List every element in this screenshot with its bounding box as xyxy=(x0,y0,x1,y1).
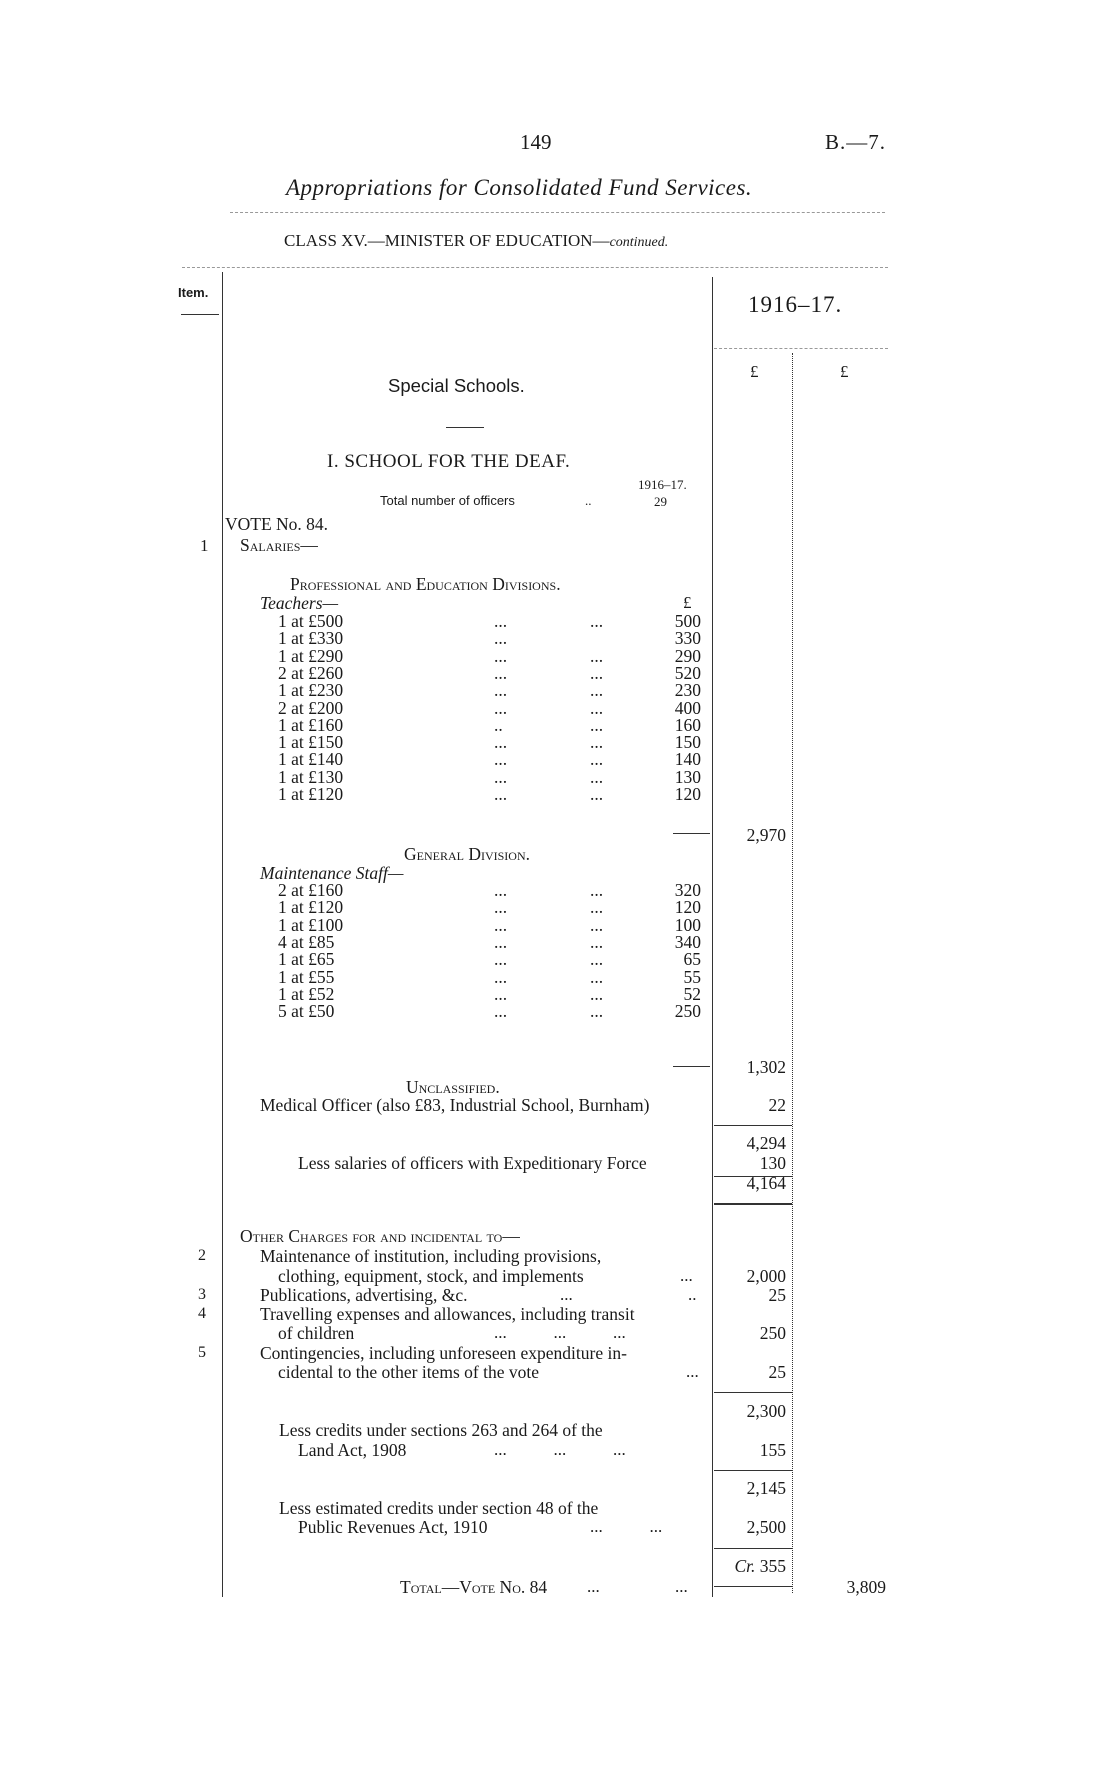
year-column-header: 1916–17. xyxy=(748,292,843,317)
salary-amount: 65 xyxy=(683,949,701,970)
after-land-act-rule xyxy=(714,1470,792,1471)
leader-dots: ... xyxy=(494,697,508,718)
other-charges-total: 2,300 xyxy=(746,1401,786,1421)
salary-rate-label: 1 at £120 xyxy=(278,784,344,804)
salary-rate-label: 5 at £50 xyxy=(278,1001,335,1022)
section-title-rule xyxy=(446,427,484,428)
maintenance-value: 2,000 xyxy=(746,1266,786,1286)
leader-dots: ... xyxy=(590,931,604,952)
credit-balance-value: 355 xyxy=(759,1556,786,1576)
leader-dots: ... xyxy=(494,1001,508,1022)
teachers-sum-rule xyxy=(673,833,710,834)
leader-dots: ... xyxy=(590,966,604,987)
salary-rate-label: 1 at £52 xyxy=(278,983,335,1004)
salary-amount: 500 xyxy=(674,611,701,631)
salary-amount: 130 xyxy=(674,766,701,787)
salary-amount: 290 xyxy=(674,645,701,666)
salary-row xyxy=(0,784,1114,804)
land-act-credits-dots: ... ... ... xyxy=(494,1440,626,1459)
salary-amount: 340 xyxy=(674,931,701,952)
leader-dots: ... xyxy=(494,784,508,804)
leader-dots: ... xyxy=(494,680,508,701)
subtitle-rule xyxy=(230,212,885,213)
salary-rate-label: 1 at £120 xyxy=(278,897,344,918)
salary-amount: 100 xyxy=(674,914,701,935)
leader-dots: ... xyxy=(590,662,604,683)
credit-balance-rule xyxy=(714,1548,792,1549)
item-number-4: 4 xyxy=(198,1305,206,1322)
credit-balance xyxy=(734,1556,786,1577)
salary-rate-label: 1 at £160 xyxy=(278,714,344,735)
expeditionary-force-value: 130 xyxy=(759,1153,786,1173)
salary-rate-label: 1 at £130 xyxy=(278,766,344,787)
leader-dots: ... xyxy=(590,697,604,718)
school-title: I. SCHOOL FOR THE DEAF. xyxy=(327,451,571,472)
salary-amount: 160 xyxy=(674,714,701,735)
page-number: 149 xyxy=(520,130,552,154)
leader-dots: ... xyxy=(494,766,508,787)
salary-rate-label: 1 at £290 xyxy=(278,645,344,666)
publications-value: 25 xyxy=(768,1285,786,1305)
leader-dots: ... xyxy=(590,645,604,666)
revenues-act-credits-line-1: Less estimated credits under section 48 of the xyxy=(279,1498,599,1518)
leader-dots: ... xyxy=(590,880,604,900)
item-number-2: 2 xyxy=(198,1247,206,1264)
contingencies-dots: ... xyxy=(686,1362,699,1381)
salary-rate-label: 1 at £330 xyxy=(278,628,344,649)
revenues-act-credits-dots: ... ... xyxy=(590,1517,663,1536)
page-subtitle: Appropriations for Consolidated Fund Services. xyxy=(286,175,753,200)
item-number-3: 3 xyxy=(198,1286,206,1303)
item-number-5: 5 xyxy=(198,1344,206,1361)
maintenance-line-2: clothing, equipment, stock, and implements xyxy=(278,1266,584,1286)
leader-dots: ... xyxy=(590,914,604,935)
year-header-rule xyxy=(714,348,888,349)
salary-amount: 520 xyxy=(674,662,701,683)
credit-prefix: Cr. xyxy=(734,1556,756,1576)
expeditionary-force-line: Less salaries of officers with Expeditionary Force xyxy=(298,1153,647,1173)
publications-dots-a: ... xyxy=(560,1285,573,1304)
salary-rate-label: 4 at £85 xyxy=(278,931,335,952)
salary-amount: 400 xyxy=(674,697,701,718)
leader-dots: ... xyxy=(590,749,604,770)
land-act-credits-line-2: Land Act, 1908 xyxy=(298,1440,407,1460)
net-salaries-underline xyxy=(714,1203,792,1205)
class-title-rule xyxy=(182,267,888,268)
officers-label: Total number of officers xyxy=(380,493,515,508)
vote-number: VOTE No. 84. xyxy=(225,514,329,534)
salary-amount: 120 xyxy=(674,897,701,918)
salary-row xyxy=(0,1001,1114,1021)
gross-salaries-total: 4,294 xyxy=(746,1133,786,1153)
leader-dots: ... xyxy=(590,732,604,753)
section-title: Special Schools. xyxy=(388,375,525,396)
salary-rate-label: 1 at £150 xyxy=(278,732,344,753)
leader-dots: ... xyxy=(494,949,508,970)
class-title xyxy=(284,231,668,251)
unclassified-heading: Unclassified. xyxy=(406,1077,500,1097)
leader-dots: ... xyxy=(494,611,508,631)
officers-value: 29 xyxy=(654,494,667,509)
salary-rate-label: 1 at £55 xyxy=(278,966,335,987)
publications-line: Publications, advertising, &c. xyxy=(260,1285,468,1305)
professional-heading: Professional and Education Divisions. xyxy=(290,574,561,594)
maintenance-line-1: Maintenance of institution, including provisions, xyxy=(260,1246,602,1266)
salary-amount: 250 xyxy=(674,1001,701,1022)
total-vote-label: Total—Vote No. 84 xyxy=(400,1577,548,1597)
total-vote-dots-1: ... xyxy=(587,1577,600,1596)
teachers-subtotal: 2,970 xyxy=(746,825,786,845)
salary-amount: 320 xyxy=(674,880,701,900)
leader-dots: ... xyxy=(494,749,508,770)
officers-year-label: 1916–17. xyxy=(638,477,687,492)
leader-dots: ... xyxy=(590,714,604,735)
other-charges-sum-rule xyxy=(714,1392,792,1393)
salary-rate-label: 1 at £100 xyxy=(278,914,344,935)
salary-amount: 55 xyxy=(683,966,701,987)
maintenance-dots: ... xyxy=(680,1266,693,1285)
salary-rate-label: 1 at £230 xyxy=(278,680,344,701)
leader-dots: ... xyxy=(590,983,604,1004)
salary-rate-label: 1 at £140 xyxy=(278,749,344,770)
general-heading: General Division. xyxy=(404,844,531,864)
revenues-act-credits-line-2: Public Revenues Act, 1910 xyxy=(298,1517,488,1537)
medical-officer-value: 22 xyxy=(768,1095,786,1115)
leader-dots: ... xyxy=(590,949,604,970)
contingencies-line-2: cidental to the other items of the vote xyxy=(278,1362,539,1382)
document-reference: B.—7. xyxy=(825,130,887,154)
contingencies-value: 25 xyxy=(768,1362,786,1382)
travelling-dots: ... ... ... xyxy=(494,1323,626,1342)
land-act-credits-line-1: Less credits under sections 263 and 264 of the xyxy=(279,1420,603,1440)
leader-dots: ... xyxy=(494,914,508,935)
pound-symbol-1: £ xyxy=(750,362,759,381)
officers-dots: .. xyxy=(585,493,592,508)
salary-rate-label: 1 at £500 xyxy=(278,611,344,631)
land-act-credits-value: 155 xyxy=(759,1440,786,1460)
salary-rate-label: 1 at £65 xyxy=(278,949,335,970)
class-title-continued: continued. xyxy=(609,235,669,250)
travelling-line-1: Travelling expenses and allowances, including transit xyxy=(260,1304,635,1324)
other-charges-heading: Other Charges for and incidental to— xyxy=(240,1226,520,1246)
salary-rate-label: 2 at £260 xyxy=(278,662,344,683)
total-vote-rule xyxy=(714,1586,792,1587)
leader-dots: ... xyxy=(494,983,508,1004)
contingencies-line-1: Contingencies, including unforeseen expenditure in- xyxy=(260,1343,627,1363)
salaries-heading: Salaries— xyxy=(240,535,318,555)
total-vote-value: 3,809 xyxy=(846,1577,886,1597)
salary-amount: 140 xyxy=(674,749,701,770)
professional-pound-symbol: £ xyxy=(683,593,692,612)
teachers-subheading: Teachers— xyxy=(260,593,339,613)
after-land-act-total: 2,145 xyxy=(746,1478,786,1498)
pound-symbol-2: £ xyxy=(840,362,849,381)
leader-dots: ... xyxy=(590,611,604,631)
salary-amount: 330 xyxy=(674,628,701,649)
leader-dots: ... xyxy=(494,880,508,900)
gross-salaries-rule xyxy=(714,1125,792,1126)
leader-dots: ... xyxy=(590,766,604,787)
medical-officer-line: Medical Officer (also £83, Industrial School, Burnham) xyxy=(260,1095,650,1115)
revenues-act-credits-value: 2,500 xyxy=(746,1517,786,1537)
leader-dots: ... xyxy=(494,628,508,649)
leader-dots: .. xyxy=(494,714,503,735)
salary-amount: 230 xyxy=(674,680,701,701)
salary-amount: 120 xyxy=(674,784,701,804)
salary-amount: 150 xyxy=(674,732,701,753)
total-vote-dots-2: ... xyxy=(675,1577,688,1596)
travelling-value: 250 xyxy=(759,1323,786,1343)
item-column-header: Item. xyxy=(178,285,209,300)
salary-rate-label: 2 at £200 xyxy=(278,697,344,718)
leader-dots: ... xyxy=(494,662,508,683)
leader-dots: ... xyxy=(494,931,508,952)
leader-dots: ... xyxy=(590,680,604,701)
maintenance-sum-rule xyxy=(673,1066,710,1067)
leader-dots: ... xyxy=(590,784,604,804)
maintenance-staff-subheading: Maintenance Staff— xyxy=(260,863,404,883)
item-number-1: 1 xyxy=(200,536,209,555)
leader-dots: ... xyxy=(590,1001,604,1022)
maintenance-subtotal: 1,302 xyxy=(746,1057,786,1077)
leader-dots: ... xyxy=(494,897,508,918)
net-salaries-total: 4,164 xyxy=(746,1173,786,1193)
travelling-line-2: of children xyxy=(278,1323,355,1343)
salary-rate-label: 2 at £160 xyxy=(278,880,344,900)
publications-dots-b: .. xyxy=(688,1285,697,1304)
salary-amount: 52 xyxy=(683,983,701,1004)
leader-dots: ... xyxy=(494,645,508,666)
leader-dots: ... xyxy=(494,732,508,753)
class-title-text: CLASS XV.—MINISTER OF EDUCATION— xyxy=(284,231,610,250)
item-header-rule xyxy=(181,314,219,315)
leader-dots: ... xyxy=(590,897,604,918)
leader-dots: ... xyxy=(494,966,508,987)
